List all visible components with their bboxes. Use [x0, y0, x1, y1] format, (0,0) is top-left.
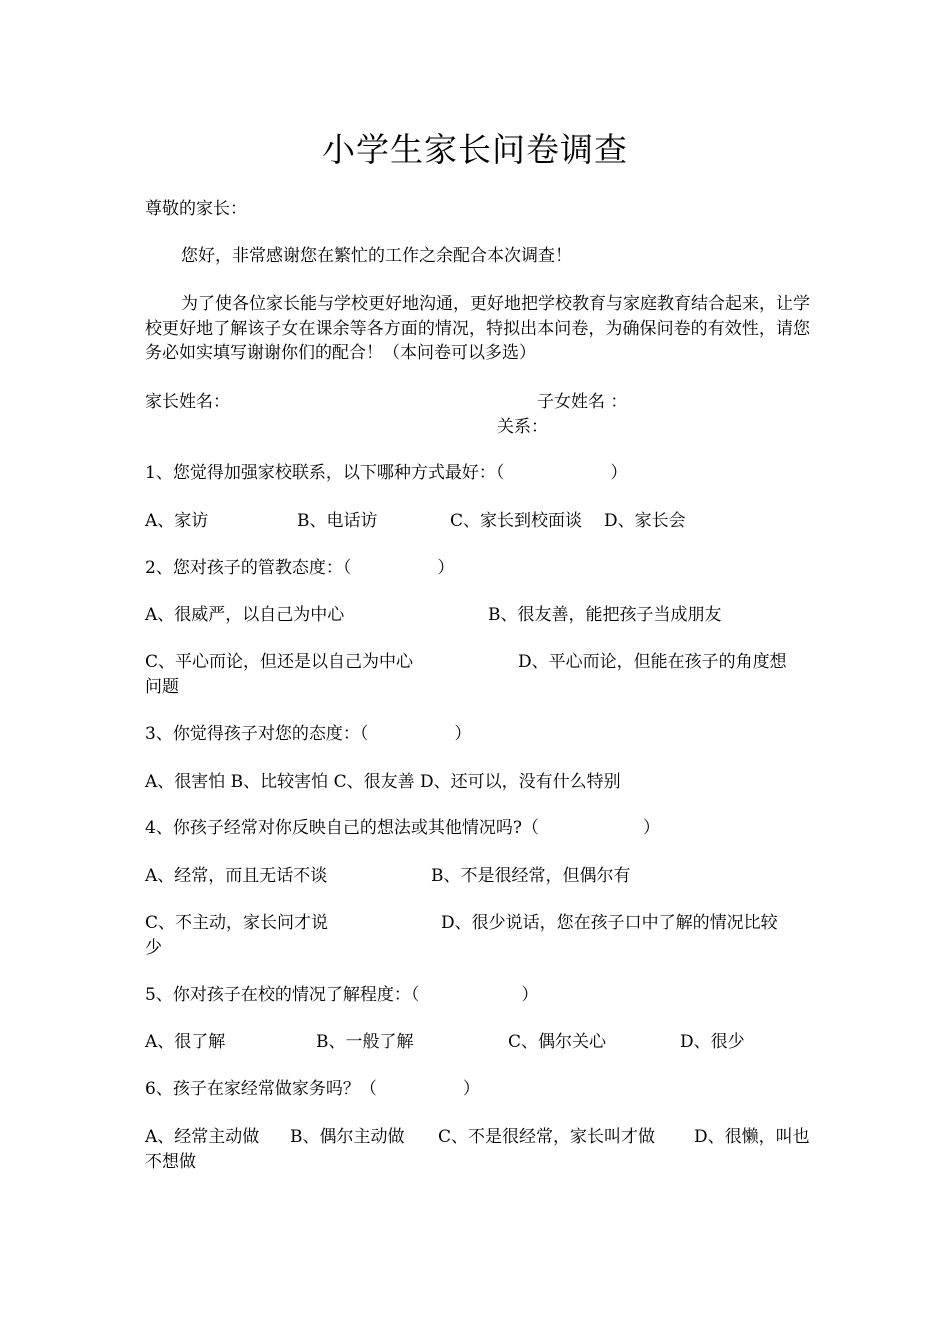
q5-option-c: C、偶尔关心 — [508, 1032, 607, 1052]
q1-option-a: A、家访 — [145, 511, 209, 531]
question-2-close: ） — [437, 558, 455, 578]
q3-options: A、很害怕 B、比较害怕 C、很友善 D、还可以，没有什么特别 — [145, 772, 621, 792]
child-name-label: 子女姓名 ： — [537, 392, 628, 412]
page-title: 小学生家长问卷调查 — [322, 130, 628, 169]
q1-option-b: B、电话访 — [297, 511, 378, 531]
question-6-close: ） — [462, 1079, 480, 1099]
question-4 — [145, 816, 660, 840]
question-5-close: ） — [521, 985, 539, 1005]
question-1 — [145, 461, 627, 485]
q6-option-b: B、偶尔主动做 — [290, 1127, 405, 1147]
q5-option-b: B、一般了解 — [316, 1032, 414, 1052]
question-1-text: 1、您觉得加强家校联系，以下哪种方式最好：（ — [145, 463, 505, 483]
q1-option-c: C、家长到校面谈 — [450, 511, 583, 531]
question-5-text: 5、你对孩子在校的情况了解程度：（ — [145, 985, 420, 1005]
q2-option-a: A、很威严，以自己为中心 — [145, 605, 345, 625]
q4-option-c: C、不主动，家长问才说 — [145, 913, 329, 933]
question-3-text: 3、你觉得孩子对您的态度：（ — [145, 724, 369, 744]
question-5 — [145, 983, 538, 1007]
q4-option-a: A、经常，而且无话不谈 — [145, 866, 328, 886]
question-4-text: 4、你孩子经常对你反映自己的想法或其他情况吗?（ — [145, 818, 539, 838]
greeting: 您好，非常感谢您在繁忙的工作之余配合本次调查！ — [181, 246, 572, 266]
question-3 — [145, 722, 471, 746]
q5-option-d: D、很少 — [680, 1032, 745, 1052]
q4-option-d: D、很少说话，您在孩子口中了解的情况比较 — [441, 913, 778, 933]
question-2-text: 2、您对孩子的管教态度：（ — [145, 558, 352, 578]
q2-option-d-continued: 问题 — [145, 677, 179, 697]
q2-option-b: B、很友善，能把孩子当成朋友 — [488, 605, 722, 625]
question-6 — [145, 1077, 480, 1101]
q5-option-a: A、很了解 — [145, 1032, 226, 1052]
parent-name-label: 家长姓名： — [145, 392, 230, 412]
question-2 — [145, 556, 454, 580]
question-6-text: 6、孩子在家经常做家务吗？（ — [145, 1079, 377, 1099]
question-4-close: ） — [642, 818, 660, 838]
q1-option-d: D、家长会 — [604, 511, 686, 531]
question-1-close: ） — [610, 463, 628, 483]
q4-option-d-continued: 少 — [145, 938, 162, 958]
q6-option-c: C、不是很经常，家长叫才做 — [438, 1127, 656, 1147]
q2-option-d: D、平心而论，但能在孩子的角度想 — [518, 652, 787, 672]
q2-option-c: C、平心而论，但还是以自己为中心 — [145, 652, 414, 672]
intro-paragraph: 为了使各位家长能与学校更好地沟通，更好地把学校教育与家庭教育结合起来，让学校更好地了解该子女在课余等各方面的情况，特拟出本问卷，为确保问卷的有效性，请您务必如实填写谢谢你们的配合！（本问卷可以多选） — [145, 294, 810, 363]
q6-option-d: D、很懒，叫也 — [694, 1127, 810, 1147]
question-3-close: ） — [454, 724, 472, 744]
q6-option-a: A、经常主动做 — [145, 1127, 260, 1147]
salutation: 尊敬的家长： — [145, 199, 247, 219]
relation-label: 关系： — [497, 417, 548, 437]
q6-option-d-continued: 不想做 — [145, 1152, 196, 1172]
q4-option-b: B、不是很经常，但偶尔有 — [431, 866, 631, 886]
